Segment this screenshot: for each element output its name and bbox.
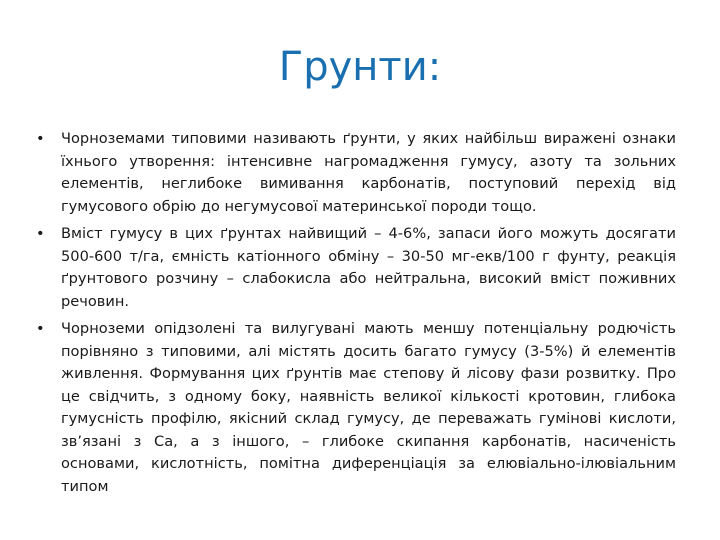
bullet-text: Вміст гумусу в цих ґрунтах найвищий – 4-6%, запаси його можуть досягати 500-600 т/га, ємність катіонного обміну – 30-50 мг-екв/100 г фунту, реакція ґрунтового розчину – слабокисла або нейтральна, високий вміст поживних речовин. (61, 225, 676, 310)
bullet-marker: • (36, 225, 45, 242)
bullet-item-typical-chernozem (36, 128, 676, 218)
bullet-text: Чорноземами типовими називають ґрунти, у яких найбільш виражені ознаки їхнього утворення: інтенсивне нагромадження гумусу, азоту та зольних елементів, неглибоке вимивання карбонатів, поступовий перехід від гумусового обрію до негумусової материнської породи тощо. (61, 130, 676, 215)
bullet-text: Чорноземи опідзолені та вилугувані мають меншу потенціальну родючість порівняно з типовими, алі містять досить багато гумусу (3-5%) й елементів живлення. Формування цих ґрунтів має степову й лісову фази розвитку. Про це свідчить, з одному боку, наявність великої кількості кротовин, глибока гумусність профілю, якісний склад гумусу, де переважать гумінові кислоти, зв’язані з Са, а з іншого, – глибоке скипання карбонатів, насиченість основами, кислотність, помітна диференціація за елювіально-ілювіальним типом (61, 320, 676, 495)
slide-title: Грунти: (278, 44, 442, 90)
bullet-item-humus-content (36, 223, 676, 313)
bullet-marker: • (36, 130, 45, 147)
bullet-list (36, 128, 676, 503)
bullet-item-podzolized-chernozem (36, 318, 676, 498)
bullet-marker: • (36, 320, 45, 337)
